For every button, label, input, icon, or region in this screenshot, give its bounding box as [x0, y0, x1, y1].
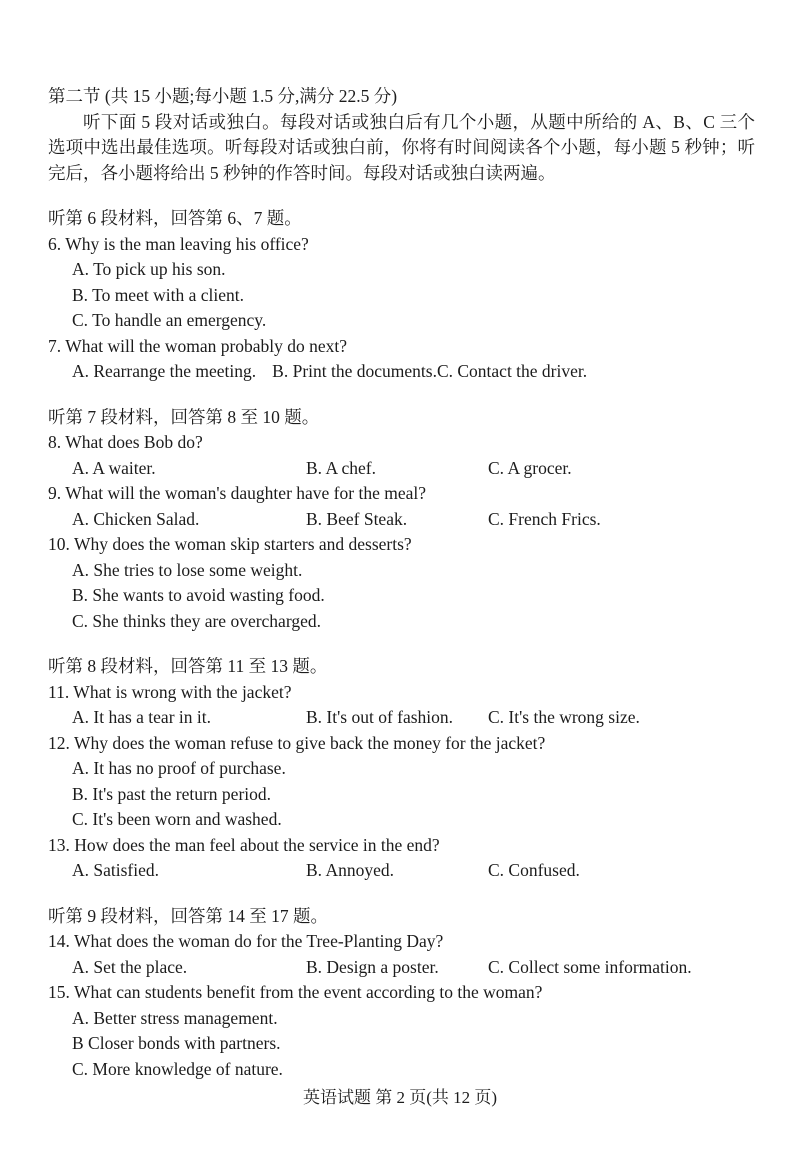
material-section [48, 654, 755, 884]
question-line [48, 680, 755, 706]
question-options [48, 456, 755, 482]
question [48, 731, 755, 833]
question-text: What does Bob do? [65, 432, 203, 452]
question-line [48, 532, 755, 558]
option-item: B. To meet with a client. [72, 284, 244, 305]
question-line [48, 833, 755, 859]
question-line [48, 232, 755, 258]
question-line [48, 334, 755, 360]
material-header: 听第 8 段材料，回答第 11 至 13 题。 [48, 656, 328, 676]
option-item: B. Annoyed. [306, 860, 394, 880]
option-item: C. Collect some information. [488, 956, 692, 977]
material-header: 听第 9 段材料，回答第 14 至 17 题。 [48, 905, 328, 926]
option-item: C. It's the wrong size. [488, 707, 640, 727]
question-number: 14. [48, 931, 70, 951]
option-item: A. Better stress management. [72, 1007, 278, 1028]
option-item: C. French Frics. [488, 508, 601, 529]
option-item: C. It's been worn and washed. [72, 809, 282, 829]
option-item: C. More knowledge of nature. [72, 1058, 283, 1079]
question-options [48, 705, 755, 731]
option-item: B Closer bonds with partners. [72, 1033, 281, 1053]
material-header: 听第 6 段材料，回答第 6、7 题。 [48, 208, 302, 228]
question-line [48, 430, 755, 456]
option-item: C. She thinks they are overcharged. [72, 610, 321, 631]
question-text: Why does the woman skip starters and desserts? [73, 534, 412, 554]
question-options [48, 955, 755, 981]
question-text: What is wrong with the jacket? [73, 681, 292, 702]
option-item: A. It has a tear in it. [72, 707, 211, 727]
option-item: A. It has no proof of purchase. [72, 758, 286, 778]
question-line [48, 731, 755, 757]
sections [48, 206, 755, 1082]
option-item: A. Set the place. [72, 956, 188, 977]
option-item: A. A waiter. [72, 457, 156, 478]
question [48, 680, 755, 731]
question-options [48, 257, 755, 334]
question-text: What can students benefit from the event according to the woman? [73, 982, 543, 1002]
option-item: B. It's past the return period. [72, 783, 272, 804]
question-options [48, 756, 755, 833]
question-options [48, 359, 755, 385]
option-item: B. Print the documents. [272, 361, 437, 381]
instructions-paragraph: 听下面 5 段对话或独白。每段对话或独白后有几个小题，从题中所给的 A、B、C 三个选项中选出最佳选项。听每段对话或独白前，你将有时间阅读各个小题，每小题 5 秒钟；听完后，各小题将给出 5 秒钟的作答时间。每段对话或独白读两遍。 [48, 111, 755, 183]
question-number: 10. [48, 534, 70, 554]
question [48, 532, 755, 634]
question [48, 430, 755, 481]
question-text: Why is the man leaving his office? [65, 233, 309, 254]
option-item: B. A chef. [306, 457, 376, 478]
page-footer: 英语试题 第 2 页(共 12 页) [302, 1088, 498, 1107]
question-text: How does the man feel about the service in the end? [74, 834, 440, 855]
question-line [48, 980, 755, 1006]
question-text: What will the woman probably do next? [65, 335, 348, 356]
option-item: A. To pick up his son. [72, 259, 226, 279]
option-item: B. She wants to avoid wasting food. [72, 585, 325, 605]
question-number: 9. [48, 483, 62, 503]
material-section [48, 904, 755, 1083]
question-number: 11. [48, 681, 70, 702]
question [48, 833, 755, 884]
option-item: A. Satisfied. [72, 860, 160, 880]
option-item: A. She tries to lose some weight. [72, 559, 303, 580]
question-options [48, 507, 755, 533]
question-line [48, 481, 755, 507]
material-section [48, 405, 755, 635]
question-number: 12. [48, 732, 70, 753]
question-number: 13. [48, 834, 70, 855]
question [48, 481, 755, 532]
question [48, 929, 755, 980]
question-text: Why does the woman refuse to give back the money for the jacket? [73, 732, 546, 753]
question-line [48, 929, 755, 955]
question-number: 6. [48, 233, 62, 254]
option-item: B. Design a poster. [306, 956, 439, 977]
option-item: C. A grocer. [488, 457, 572, 478]
option-item: C. To handle an emergency. [72, 310, 267, 330]
question-number: 15. [48, 982, 70, 1002]
section-heading: 第二节 (共 15 小题;每小题 1.5 分,满分 22.5 分) [48, 86, 398, 106]
material-header: 听第 7 段材料，回答第 8 至 10 题。 [48, 406, 320, 427]
question [48, 232, 755, 334]
option-item: C. Contact the driver. [436, 361, 588, 381]
question-options [48, 858, 755, 884]
question-options [48, 1006, 755, 1083]
question-number: 7. [48, 335, 62, 356]
option-item: C. Confused. [488, 860, 580, 880]
question-options [48, 558, 755, 635]
question [48, 980, 755, 1082]
option-item: B. It's out of fashion. [306, 707, 454, 727]
question-text: What will the woman's daughter have for the meal? [65, 483, 426, 503]
question-number: 8. [48, 432, 62, 452]
question-text: What does the woman do for the Tree-Planting Day? [73, 931, 444, 951]
option-item: A. Rearrange the meeting. [72, 361, 257, 381]
material-section [48, 206, 755, 385]
question [48, 334, 755, 385]
option-item: A. Chicken Salad. [72, 508, 200, 529]
option-item: B. Beef Steak. [306, 508, 408, 529]
